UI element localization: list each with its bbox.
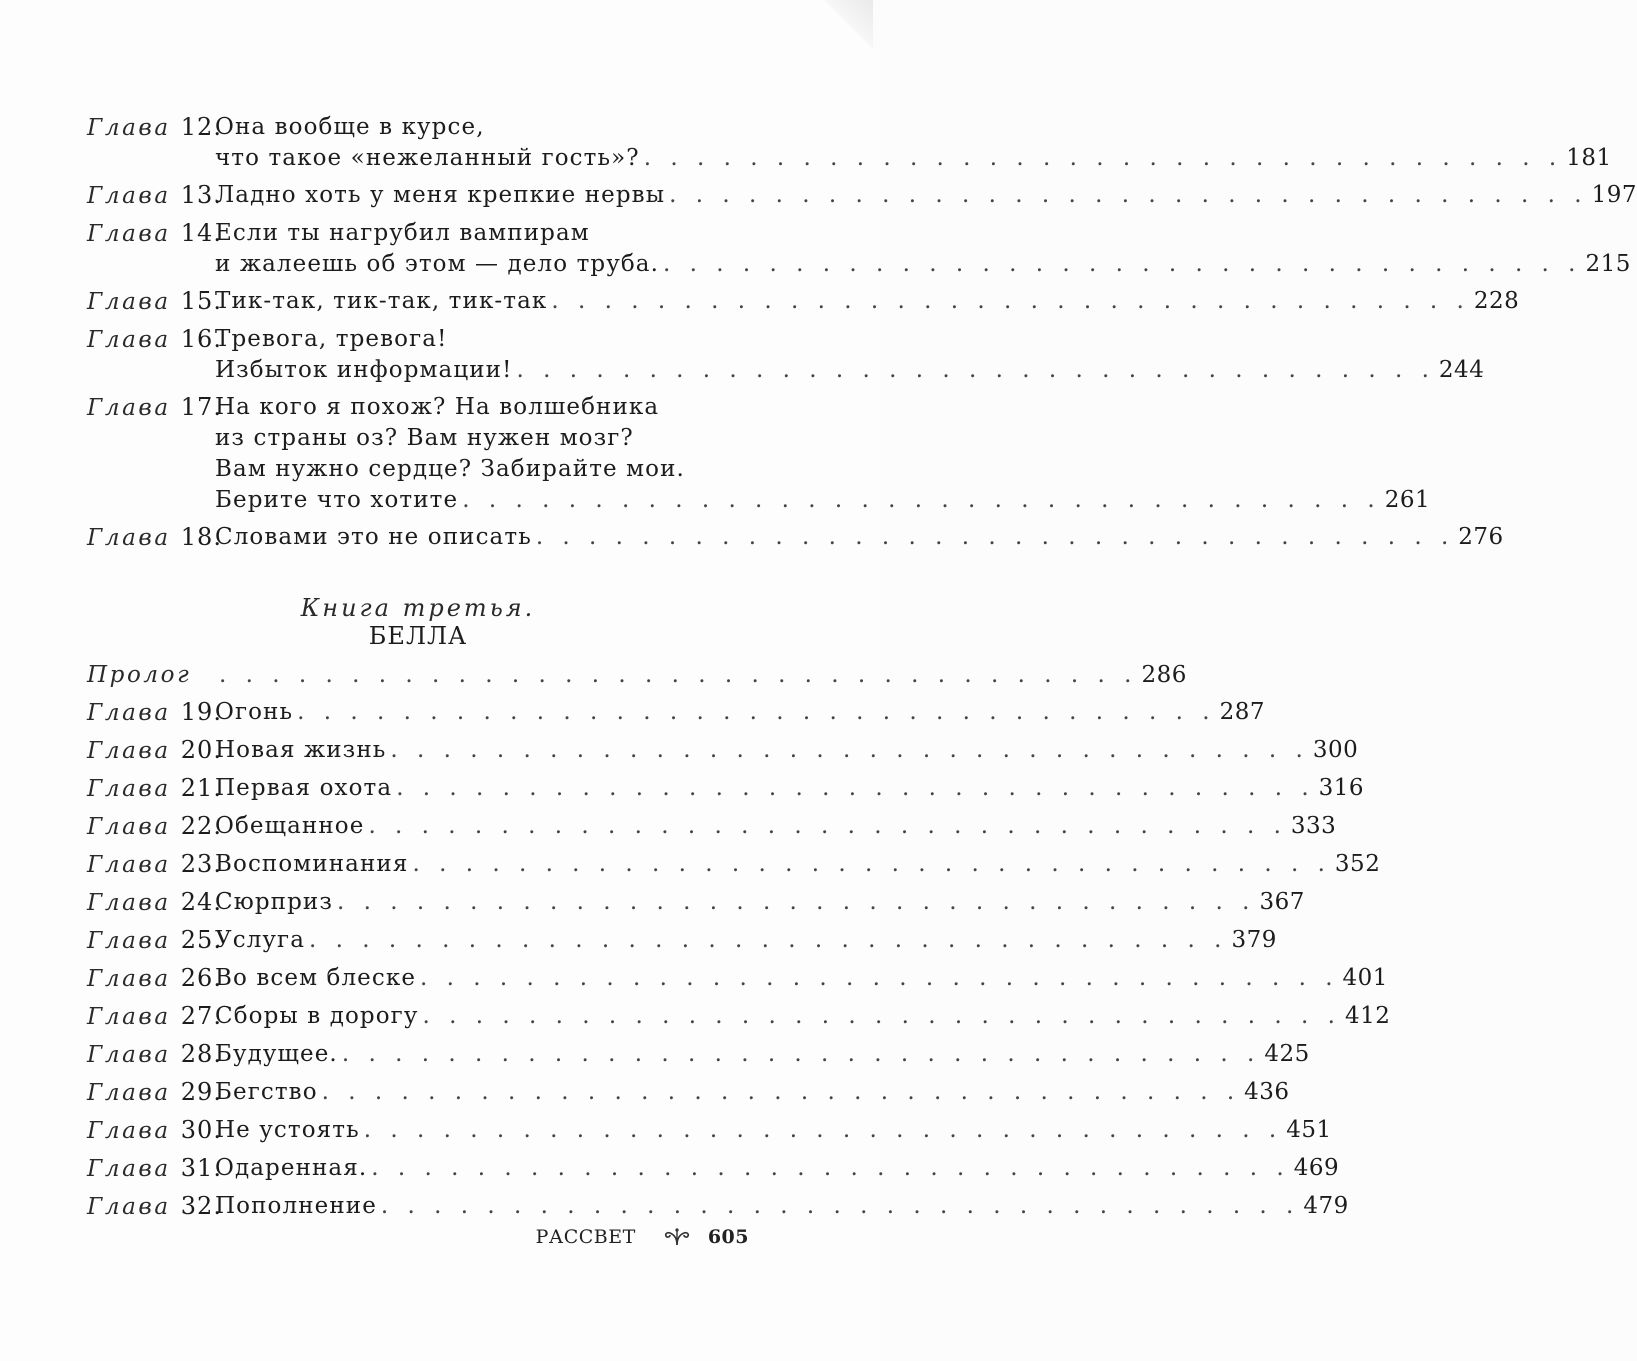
leader-dots: . . . . . . . . . . . . . . . . . . . . . . . . . . . . . . . . . . .	[309, 927, 1228, 953]
chapter-title-line	[215, 249, 1631, 280]
chapter-word: Глава	[87, 115, 171, 141]
chapter-word: Глава	[87, 395, 171, 421]
chapter-title-line	[215, 1001, 1391, 1032]
chapter-number: 16.	[180, 325, 223, 353]
chapter-body	[215, 1001, 1391, 1032]
toc-entry	[87, 180, 1637, 212]
chapter-title: Бегство	[215, 1079, 318, 1105]
chapter-title-line	[215, 522, 1504, 553]
page-number: 479	[1303, 1193, 1349, 1219]
chapter-title: Во всем блеске	[215, 965, 417, 991]
chapter-title-line	[215, 925, 1277, 956]
chapter-label	[87, 773, 223, 805]
chapter-label	[87, 1001, 223, 1033]
chapter-number: 31.	[180, 1154, 223, 1182]
page-number: 352	[1334, 851, 1381, 877]
chapter-body	[215, 522, 1504, 553]
page-number: 197	[1591, 182, 1637, 208]
chapter-number: 14.	[180, 219, 223, 247]
chapter-word: Глава	[87, 852, 171, 878]
page-number: 436	[1244, 1079, 1290, 1105]
chapter-title-line	[215, 697, 1265, 728]
toc-entry	[87, 773, 1365, 805]
chapter-number: 28.	[180, 1040, 223, 1068]
page-number: 379	[1231, 927, 1277, 953]
chapter-title: Тик-так, тик-так, тик-так	[215, 288, 548, 314]
book-subtitle: Книга третья.	[300, 594, 536, 622]
book-title: БЕЛЛА	[368, 622, 468, 650]
leader-dots: . . . . . . . . . . . . . . . . . . . . . . . . . . . . . . . . . . .	[669, 182, 1588, 208]
chapter-word: Глава	[87, 1118, 171, 1144]
chapter-label	[87, 963, 223, 995]
toc-part-1	[87, 112, 1637, 554]
toc-entry	[87, 1001, 1391, 1033]
leader-dots: . . . . . . . . . . . . . . . . . . . . . . . . . . . . . . . . . . .	[321, 1079, 1241, 1105]
toc-entry	[87, 286, 1520, 318]
chapter-number: 20.	[180, 736, 223, 764]
chapter-title-line	[215, 1115, 1332, 1146]
leader-dots: . . . . . . . . . . . . . . . . . . . . . . . . . . . . . . . . . . .	[396, 775, 1315, 801]
chapter-word: Глава	[87, 700, 171, 726]
leader-dots: . . . . . . . . . . . . . . . . . . . . . . . . . . . . . . . . . . .	[371, 1155, 1290, 1181]
chapter-title-line	[215, 112, 749, 143]
chapter-number: 25.	[180, 926, 223, 954]
chapter-body	[215, 811, 1337, 842]
toc-entry	[87, 392, 1431, 516]
chapter-title-line	[215, 1039, 1310, 1070]
chapter-number: 19.	[180, 698, 223, 726]
page-number: 412	[1344, 1003, 1391, 1029]
chapter-label	[87, 1115, 223, 1147]
leader-dots: . . . . . . . . . . . . . . . . . . . . . . . . . . . . . . . . . . .	[462, 487, 1381, 513]
chapter-title: Пополнение	[215, 1193, 377, 1219]
chapter-title: Услуга	[215, 927, 306, 953]
leader-dots: . . . . . . . . . . . . . . . . . . . . . . . . . . . . . . . . . . .	[412, 851, 1331, 877]
chapter-number: 26.	[180, 964, 223, 992]
chapter-label	[87, 522, 223, 554]
chapter-number: 22.	[180, 812, 223, 840]
prologue-label: Пролог	[87, 662, 192, 688]
page-number: 215	[1585, 251, 1631, 277]
page-number: 276	[1458, 524, 1504, 550]
chapter-title: Новая жизнь	[215, 737, 387, 763]
page-number: 287	[1219, 699, 1265, 725]
chapter-number: 30.	[180, 1116, 223, 1144]
chapter-title-line	[215, 773, 1365, 804]
chapter-number: 15.	[180, 287, 223, 315]
page-number: 300	[1312, 737, 1359, 763]
chapter-title: На кого я похож? На волшебника	[215, 394, 660, 420]
leader-dots: . . . . . . . . . . . . . . . . . . . . . . . . . . . . . . . . . . .	[420, 965, 1339, 991]
chapter-title: Первая охота	[215, 775, 393, 801]
chapter-label	[87, 1153, 223, 1185]
chapter-label	[87, 697, 223, 729]
chapter-title: Берите что хотите	[215, 487, 459, 513]
chapter-label	[87, 849, 223, 881]
chapter-body	[215, 697, 1265, 728]
book-heading	[87, 594, 749, 650]
chapter-label	[87, 112, 223, 144]
leader-dots: . . . . . . . . . . . . . . . . . . . . . . . . . . . . . . . . . . .	[219, 662, 1138, 688]
chapter-word: Глава	[87, 1156, 171, 1182]
chapter-title: из страны оз? Вам нужен мозг?	[215, 425, 634, 451]
chapter-title: Одаренная.	[215, 1155, 368, 1181]
running-title: РАССВЕТ	[535, 1226, 636, 1248]
chapter-word: Глава	[87, 890, 171, 916]
chapter-number: 32.	[180, 1192, 223, 1220]
leader-dots: . . . . . . . . . . . . . . . . . . . . . . . . . . . . . . . . . . .	[368, 813, 1287, 839]
chapter-number: 29.	[180, 1078, 223, 1106]
chapter-title: Ладно хоть у меня крепкие нервы	[215, 182, 666, 208]
chapter-label	[87, 735, 223, 767]
chapter-title-line	[215, 423, 749, 454]
page-number: 333	[1290, 813, 1337, 839]
chapter-body	[215, 112, 1612, 174]
leader-dots: . . . . . . . . . . . . . . . . . . . . . . . . . . . . . . . . . . .	[535, 524, 1455, 550]
chapter-body	[215, 324, 1485, 386]
chapter-title-line	[215, 1191, 1349, 1222]
chapter-title-line	[215, 180, 1637, 211]
chapter-title-line	[215, 963, 1388, 994]
page-number: 181	[1566, 145, 1612, 171]
chapter-label	[87, 286, 223, 318]
chapter-word: Глава	[87, 1080, 171, 1106]
toc-entry	[87, 849, 1381, 881]
chapter-title: Сюрприз	[215, 889, 333, 915]
page-folio: 605	[707, 1226, 749, 1248]
chapter-body	[215, 218, 1631, 280]
chapter-body	[215, 1115, 1332, 1146]
chapter-body	[215, 392, 1431, 516]
chapter-label	[87, 811, 223, 843]
chapter-label	[87, 925, 223, 957]
chapter-number: 23.	[180, 850, 223, 878]
toc-entry	[87, 1039, 1310, 1071]
chapter-label	[87, 1191, 223, 1223]
chapter-label	[87, 324, 223, 356]
chapter-title: Вам нужно сердце? Забирайте мои.	[215, 456, 685, 482]
chapter-body	[215, 925, 1277, 956]
chapter-word: Глава	[87, 738, 171, 764]
toc-entry	[87, 218, 1631, 280]
toc-entry	[87, 324, 1485, 386]
chapter-body	[215, 963, 1388, 994]
toc-entry	[87, 963, 1388, 995]
chapter-title: что такое «нежеланный гость»?	[215, 145, 640, 171]
chapter-title: Она вообще в курсе,	[215, 114, 485, 140]
toc-entry	[87, 112, 1612, 174]
leader-dots: . . . . . . . . . . . . . . . . . . . . . . . . . . . . . . . . . . .	[643, 145, 1563, 171]
page-number: 244	[1438, 357, 1485, 383]
chapter-word: Глава	[87, 1194, 171, 1220]
chapter-label	[87, 1077, 223, 1109]
chapter-word: Глава	[87, 221, 171, 247]
toc-entry	[87, 1153, 1340, 1185]
chapter-title-line	[215, 286, 1520, 317]
page-number: 451	[1286, 1117, 1332, 1143]
chapter-number: 24.	[180, 888, 223, 916]
chapter-body	[215, 180, 1637, 211]
chapter-label	[87, 392, 223, 424]
chapter-title-line	[215, 454, 749, 485]
page-number: 425	[1264, 1041, 1310, 1067]
chapter-word: Глава	[87, 525, 171, 551]
page-number: 261	[1384, 487, 1431, 513]
leader-dots: . . . . . . . . . . . . . . . . . . . . . . . . . . . . . . . . . . .	[341, 1041, 1261, 1067]
toc-entry-prologue	[87, 660, 1187, 691]
chapter-word: Глава	[87, 1042, 171, 1068]
chapter-title: Не устоять	[215, 1117, 360, 1143]
leader-dots: . . . . . . . . . . . . . . . . . . . . . . . . . . . . . . . . . . .	[663, 251, 1582, 277]
page-number: 367	[1259, 889, 1305, 915]
chapter-title: Избыток информации!	[215, 357, 513, 383]
chapter-body	[215, 1191, 1349, 1222]
chapter-body	[215, 735, 1359, 766]
page-number: 228	[1473, 288, 1520, 314]
chapter-title-line	[215, 849, 1381, 880]
page-number: 286	[1141, 662, 1187, 688]
chapter-title-line	[215, 735, 1359, 766]
leader-dots: . . . . . . . . . . . . . . . . . . . . . . . . . . . . . . . . . . .	[380, 1193, 1300, 1219]
chapter-title: Воспоминания	[215, 851, 409, 877]
leader-dots: . . . . . . . . . . . . . . . . . . . . . . . . . . . . . . . . . . .	[297, 699, 1216, 725]
chapter-body	[215, 1077, 1290, 1108]
chapter-title-line	[215, 392, 749, 423]
chapter-body	[215, 286, 1520, 317]
chapter-number: 18.	[180, 523, 223, 551]
leader-dots: . . . . . . . . . . . . . . . . . . . . . . . . . . . . . . . . . . .	[363, 1117, 1283, 1143]
chapter-title-line	[215, 218, 749, 249]
chapter-word: Глава	[87, 928, 171, 954]
chapter-body	[215, 1039, 1310, 1070]
table-of-contents	[87, 112, 1637, 1229]
chapter-word: Глава	[87, 1004, 171, 1030]
chapter-label	[87, 218, 223, 250]
toc-entry	[87, 1115, 1332, 1147]
chapter-word: Глава	[87, 814, 171, 840]
leader-dots: . . . . . . . . . . . . . . . . . . . . . . . . . . . . . . . . . . .	[516, 357, 1435, 383]
toc-entry	[87, 925, 1277, 957]
page-corner-fold	[823, 0, 873, 50]
chapter-title: Огонь	[215, 699, 294, 725]
toc-entry	[87, 811, 1337, 843]
running-footer	[536, 1226, 749, 1248]
chapter-title-line	[215, 355, 1485, 386]
toc-entry	[87, 887, 1305, 919]
chapter-label	[87, 887, 223, 919]
leader-dots: . . . . . . . . . . . . . . . . . . . . . . . . . . . . . . . . . . .	[551, 288, 1470, 314]
chapter-title-line	[215, 324, 749, 355]
chapter-body	[215, 1153, 1340, 1184]
toc-entry	[87, 522, 1504, 554]
page-number: 401	[1342, 965, 1388, 991]
chapter-label	[87, 180, 223, 212]
leader-dots: . . . . . . . . . . . . . . . . . . . . . . . . . . . . . . . . . . .	[390, 737, 1309, 763]
toc-entry	[87, 1077, 1290, 1109]
chapter-title: Будущее.	[215, 1041, 338, 1067]
chapter-body	[215, 773, 1365, 804]
page-number: 316	[1318, 775, 1365, 801]
chapter-word: Глава	[87, 183, 171, 209]
toc-entry	[87, 1191, 1349, 1223]
chapter-title: Сборы в дорогу	[215, 1003, 419, 1029]
toc-part-2	[87, 697, 1391, 1223]
leader-dots: . . . . . . . . . . . . . . . . . . . . . . . . . . . . . . . . . . .	[336, 889, 1256, 915]
chapter-number: 17.	[180, 393, 223, 421]
chapter-title-line	[215, 1153, 1340, 1184]
chapter-word: Глава	[87, 289, 171, 315]
toc-entry	[87, 697, 1265, 729]
page-number: 469	[1293, 1155, 1340, 1181]
chapter-title: и жалеешь об этом — дело труба.	[215, 251, 660, 277]
chapter-number: 21.	[180, 774, 223, 802]
chapter-title: Обещанное	[215, 813, 365, 839]
chapter-title-line	[215, 1077, 1290, 1108]
chapter-title-line	[215, 887, 1305, 918]
chapter-body	[215, 887, 1305, 918]
chapter-word: Глава	[87, 966, 171, 992]
chapter-label	[87, 1039, 223, 1071]
chapter-title-line	[215, 143, 1612, 174]
chapter-title: Если ты нагрубил вампирам	[215, 220, 590, 246]
chapter-title: Тревога, тревога!	[215, 326, 448, 352]
leader-dots: . . . . . . . . . . . . . . . . . . . . . . . . . . . . . . . . . . .	[422, 1003, 1341, 1029]
chapter-number: 12.	[180, 113, 223, 141]
chapter-word: Глава	[87, 776, 171, 802]
fleuron-icon	[664, 1227, 690, 1247]
chapter-title-line	[215, 485, 1431, 516]
chapter-body	[215, 849, 1381, 880]
chapter-number: 13.	[180, 181, 223, 209]
chapter-title-line	[215, 811, 1337, 842]
chapter-number: 27.	[180, 1002, 223, 1030]
chapter-word: Глава	[87, 327, 171, 353]
chapter-title: Словами это не описать	[215, 524, 532, 550]
toc-entry	[87, 735, 1359, 767]
